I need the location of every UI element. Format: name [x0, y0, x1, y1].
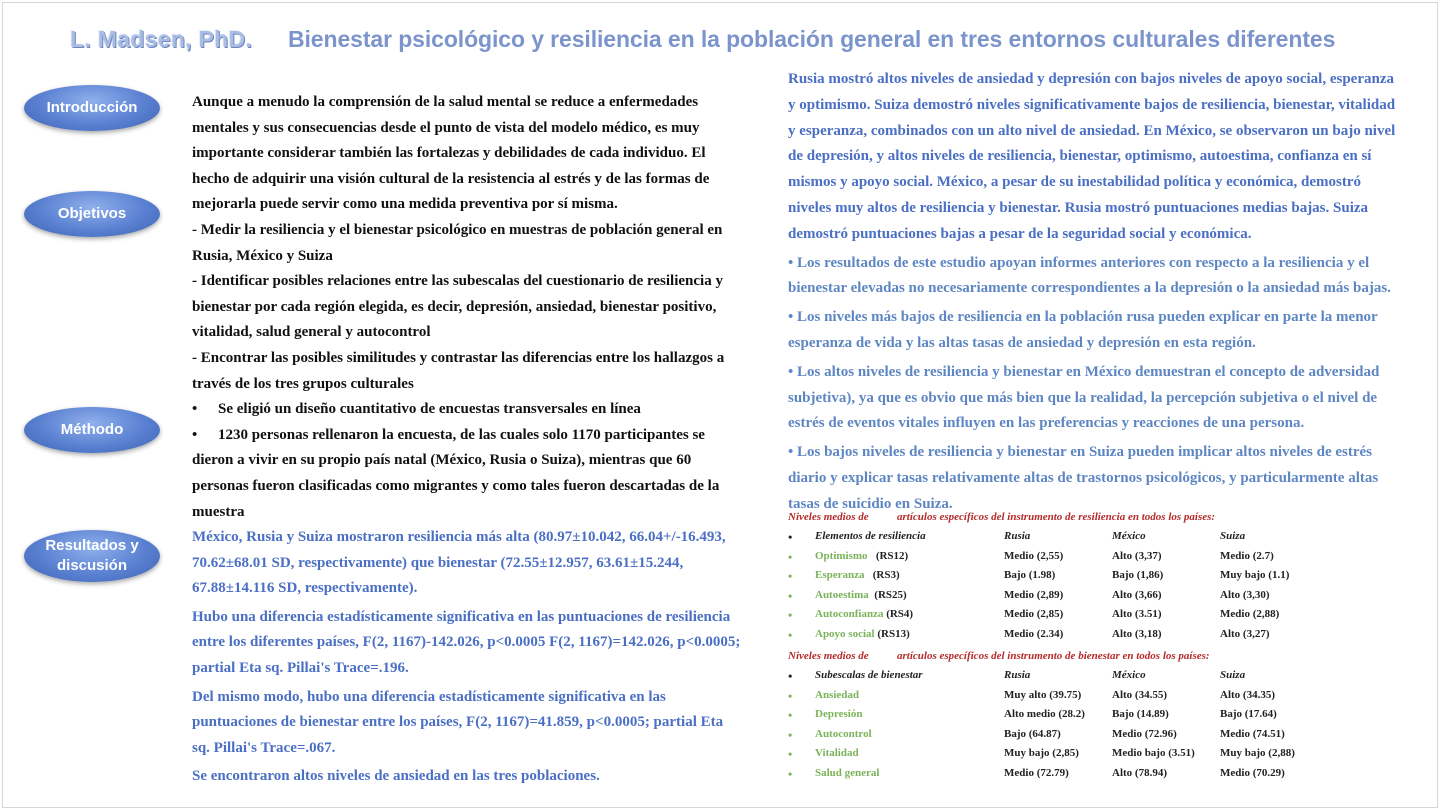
resilience-header-mexico: México — [1112, 530, 1146, 542]
cell-suiza: Medio (70.29) — [1220, 766, 1285, 779]
cell-mexico: Alto (78.94) — [1112, 766, 1167, 779]
cell-rusia: Medio (2,55) — [1004, 549, 1064, 562]
row-code: (RS4) — [886, 608, 914, 620]
row-label — [815, 589, 907, 601]
resilience-header-suiza: Suiza — [1220, 530, 1246, 542]
table-row — [788, 689, 1428, 708]
cell-rusia: Bajo (1.98) — [1004, 569, 1056, 581]
wellbeing-table-header — [788, 669, 1428, 688]
method-text-2: 1230 personas rellenaron la encuesta, de las cuales solo 1170 participantes se dieron a vivir en su propio país natal (México, Rusia o Suiza), mientras que 60 personas fueron clasificadas como migrantes y como tales fueron descartadas de la muestra — [192, 426, 720, 520]
cell-mexico: Alto (3,18) — [1112, 627, 1162, 640]
table-row — [788, 767, 1428, 786]
row-label — [815, 569, 900, 581]
row-code: (RS12) — [875, 549, 909, 562]
row-name: Depresión — [815, 708, 863, 720]
table-row — [788, 550, 1428, 569]
bullet-icon: • — [788, 747, 793, 761]
table-row — [788, 628, 1428, 647]
cell-suiza: Muy bajo (2,88) — [1220, 747, 1295, 759]
row-code: (RS25) — [874, 588, 907, 601]
cell-mexico: Medio bajo (3.51) — [1112, 747, 1195, 759]
table-row — [788, 608, 1428, 627]
objective-2: - Identificar posibles relaciones entre las subescalas del cuestionario de resiliencia y bienestar por cada región elegida, es decir, depresión, ansiedad, bienestar positivo, vitalidad, salud general y autocontrol — [192, 273, 723, 341]
table-row — [788, 569, 1428, 588]
cell-rusia: Muy bajo (2,85) — [1004, 747, 1079, 759]
row-name: Ansiedad — [815, 688, 860, 701]
objective-3: - Encontrar las posibles similitudes y contrastar las diferencias entre los hallazgos a través de los tres grupos culturales — [192, 349, 725, 392]
row-name: Autoconfianza — [815, 608, 884, 620]
resilience-table-caption — [788, 511, 1216, 523]
section-pill-intro — [24, 85, 160, 131]
author-name: L. Madsen, PhD. — [70, 26, 253, 52]
cell-mexico: Alto (3.51) — [1112, 608, 1162, 620]
resilience-table-header — [788, 530, 1428, 549]
section-label-objectives: Objetivos — [57, 205, 127, 222]
discussion-bullet-4: • Los bajos niveles de resiliencia y bienestar en Suiza pueden implicar altos niveles de estrés diario y explicar tasas relativamente altas de trastornos psicológicos, y particularmente altas tasas de suicidio en Suiza. — [788, 444, 1379, 512]
cell-mexico: Alto (34.55) — [1112, 688, 1167, 701]
cell-suiza: Alto (3,30) — [1220, 588, 1270, 601]
wellbeing-header-rusia: Rusia — [1004, 669, 1031, 681]
resilience-header-element: Elementos de resiliencia — [815, 530, 926, 542]
discussion-bullet-3: • Los altos niveles de resiliencia y bienestar en México demuestran el concepto de adversidad subjetiva), ya que es obvio que más bien que la realidad, la percepción subjetiva o el nivel de estrés de eventos vitales influyen en las preferencias y reacciones de una persona. — [788, 363, 1380, 432]
wellbeing-table-caption — [788, 650, 1210, 662]
table-row — [788, 708, 1428, 727]
wellbeing-header-suiza: Suiza — [1220, 669, 1246, 681]
wellbeing-header-mexico: México — [1112, 669, 1146, 681]
cell-suiza: Alto (3,27) — [1220, 627, 1270, 640]
discussion-bullet-1: • Los resultados de este estudio apoyan informes anteriores con respecto a la resiliencia y el bienestar elevadas no necesariamente correspondientes a la depresión o la ansiedad más bajas. — [788, 254, 1391, 297]
bullet-icon: • — [788, 627, 793, 642]
row-label — [815, 550, 908, 562]
method-item-1 — [192, 397, 744, 423]
right-column — [788, 67, 1400, 518]
row-label — [815, 708, 862, 720]
bullet-icon: • — [788, 727, 793, 742]
resilience-caption-b: artículos específicos del instrumento de resiliencia en todos los países: — [897, 511, 1216, 523]
section-label-results-line1: Resultados y — [45, 537, 139, 554]
table-row — [788, 747, 1428, 766]
row-label — [815, 689, 859, 701]
cell-mexico: Alto (3,66) — [1112, 588, 1162, 601]
row-name: Esperanza — [815, 569, 865, 581]
cell-rusia: Medio (72.79) — [1004, 766, 1069, 779]
results-4: Se encontraron altos niveles de ansiedad en las tres poblaciones. — [192, 768, 600, 785]
row-label — [815, 728, 872, 740]
row-name: Autocontrol — [815, 727, 872, 740]
cell-mexico: Bajo (1,86) — [1112, 569, 1164, 581]
discussion-bullet-2: • Los niveles más bajos de resiliencia en la población rusa pueden explicar en parte la menor esperanza de vida y las altas tasas de ansiedad y depresión en esta región. — [788, 309, 1378, 351]
cell-rusia: Medio (2,89) — [1004, 588, 1064, 601]
resilience-caption-a: Niveles medios de — [788, 511, 869, 523]
section-label-results — [45, 536, 138, 576]
cell-mexico: Alto (3,37) — [1112, 549, 1162, 562]
bullet-icon: • — [192, 426, 198, 443]
bullet-icon: • — [788, 766, 793, 781]
cell-rusia: Bajo (64.87) — [1004, 727, 1061, 740]
row-name: Apoyo social — [815, 627, 875, 640]
intro-text: Aunque a menudo la comprensión de la salud mental se reduce a enfermedades mentales y sus consecuencias desde el punto de vista del modelo médico, es muy importante considerar también las fortalezas y debilidades de cada individuo. El hecho de adquirir una visión cultural de la resistencia al estrés y de las formas de mejorarla puede servir como una medida preventiva por sí misma. — [192, 94, 710, 213]
cell-suiza: Medio (74.51) — [1220, 727, 1285, 740]
table-row — [788, 728, 1428, 747]
row-label — [815, 767, 879, 779]
bullet-icon: • — [192, 401, 198, 418]
bullet-icon: • — [788, 688, 793, 703]
wellbeing-header-subscale: Subescalas de bienestar — [815, 669, 923, 681]
section-label-intro: Introducción — [46, 99, 138, 116]
row-label — [815, 608, 913, 620]
bullet-icon: • — [788, 588, 793, 603]
bullet-icon: • — [788, 608, 793, 622]
bullet-icon: • — [788, 669, 793, 683]
row-name: Salud general — [815, 766, 880, 779]
cell-mexico: Medio (72.96) — [1112, 727, 1177, 740]
row-label — [815, 747, 859, 759]
cell-suiza: Muy bajo (1.1) — [1220, 569, 1290, 581]
cell-rusia: Medio (2.34) — [1004, 627, 1064, 640]
section-pill-objectives — [24, 191, 160, 237]
results-3: Del mismo modo, hubo una diferencia estadísticamente significativa en las puntuaciones de bienestar entre los países, F(2, 1167)=41.859, p<0.0005; partial Eta sq. Pillai's Trace=.067. — [192, 688, 724, 756]
results-2: Hubo una diferencia estadísticamente significativa en las puntuaciones de resiliencia entre los diferentes países, F(2, 1167)-142.026, p<0.0005 F(2, 1167)=142.026, p<0.0005; partial Eta sq. Pillai's Trace=.196. — [192, 608, 741, 677]
bullet-icon: • — [788, 569, 793, 583]
resilience-header-rusia: Rusia — [1004, 530, 1031, 542]
wellbeing-caption-b: artículos específicos del instrumento de bienestar en todos los países: — [897, 650, 1210, 662]
section-pill-method — [24, 407, 160, 453]
poster-title: Bienestar psicológico y resiliencia en la población general en tres entornos culturales diferentes — [288, 26, 1336, 52]
cell-suiza: Alto (34.35) — [1220, 688, 1275, 701]
row-name: Autoestima — [815, 588, 869, 601]
row-name: Optimismo — [815, 549, 868, 562]
section-pill-results — [24, 530, 160, 582]
bullet-icon: • — [788, 530, 793, 544]
bullet-icon: • — [788, 549, 793, 564]
cell-rusia: Alto medio (28.2) — [1004, 708, 1085, 720]
cell-suiza: Medio (2.7) — [1220, 549, 1274, 562]
wellbeing-caption-a: Niveles medios de — [788, 650, 869, 662]
row-code: (RS13) — [877, 627, 910, 640]
objective-1: - Medir la resiliencia y el bienestar psicológico en muestras de población general en Rusia, México y Suiza — [192, 221, 723, 264]
cell-rusia: Medio (2,85) — [1004, 608, 1064, 620]
section-label-results-line2: discusión — [56, 557, 127, 574]
left-column — [192, 90, 744, 790]
discussion-paragraph: Rusia mostró altos niveles de ansiedad y depresión con bajos niveles de apoyo social, esperanza y optimismo. Suiza demostró niveles significativamente bajos de resiliencia, bienestar, vitalidad y esperanza, combinados con un alto nivel de ansiedad. En México, se observaron un bajo nivel de depresión, y altos niveles de resiliencia, bienestar, optimismo, autoestima, confianza en sí mismos y apoyo social. México, a pesar de su inestabilidad política y económica, demostró niveles muy altos de resiliencia y bienestar. Rusia mostró puntuaciones medias bajas. Suiza demostró puntuaciones bajas a pesar de la seguridad social y económica. — [788, 71, 1396, 242]
cell-mexico: Bajo (14.89) — [1112, 708, 1169, 720]
cell-suiza: Medio (2,88) — [1220, 608, 1280, 620]
method-item-2 — [192, 423, 744, 525]
row-code: (RS3) — [872, 569, 900, 581]
bullet-icon: • — [788, 708, 793, 722]
row-name: Vitalidad — [815, 747, 859, 759]
results-1: México, Rusia y Suiza mostraron resiliencia más alta (80.97±10.042, 66.04+/-16.493, 70.62±68.01 SD, respectivamente) que bienestar (72.55±12.957, 63.61±15.244, 67.88±14.116 SD, respectivamente). — [192, 529, 726, 597]
cell-rusia: Muy alto (39.75) — [1004, 688, 1082, 701]
row-label — [815, 628, 910, 640]
section-label-method: Méthodo — [60, 421, 124, 438]
table-row — [788, 589, 1428, 608]
method-text-1: Se eligió un diseño cuantitativo de encuestas transversales en línea — [218, 401, 641, 418]
cell-suiza: Bajo (17.64) — [1220, 708, 1277, 720]
